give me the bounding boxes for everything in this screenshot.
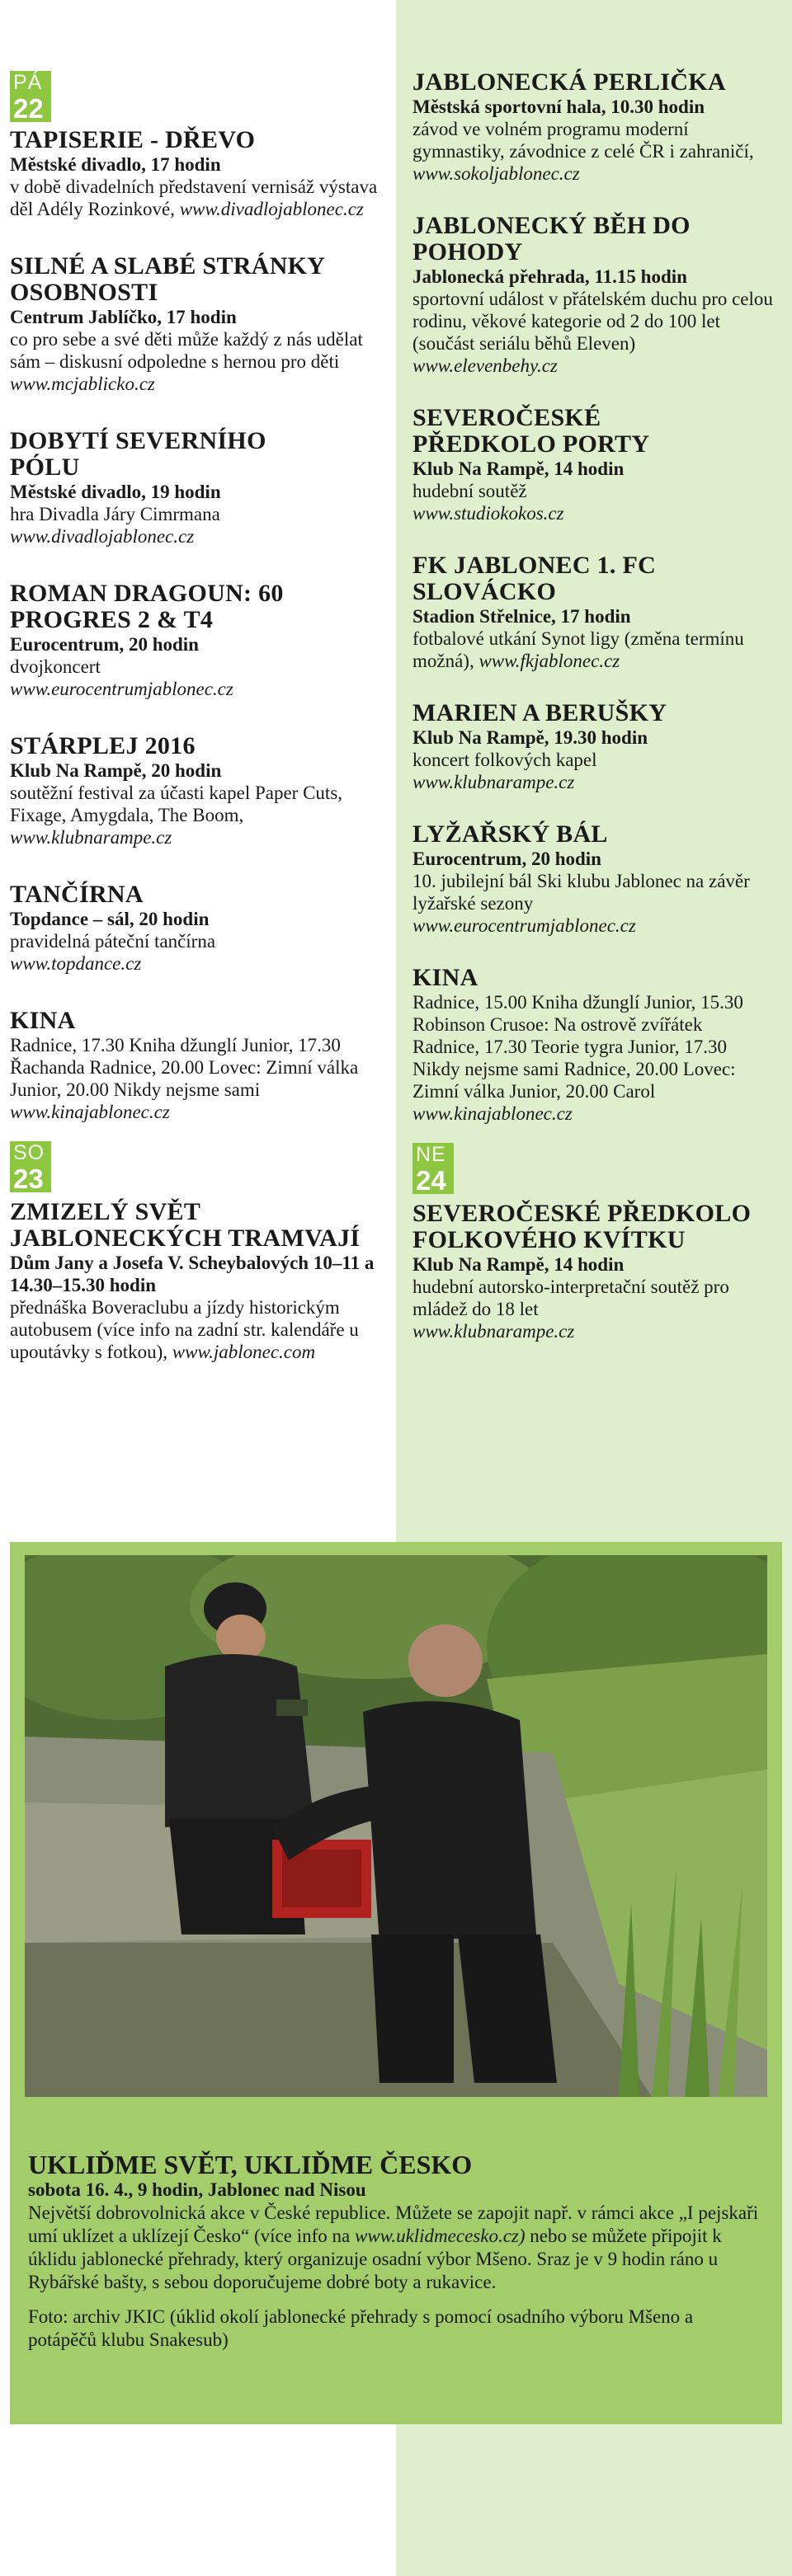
event <box>10 881 381 975</box>
event-venue: Městská sportovní hala, 10.30 hodin <box>412 96 705 117</box>
event-text <box>10 176 381 220</box>
event <box>412 213 780 377</box>
event-text <box>10 1296 381 1363</box>
day-name: NE <box>416 1143 446 1166</box>
event-title: ROMAN DRAGOUN: 60 PROGRES 2 & T4 <box>10 580 284 633</box>
feature-caption <box>28 2151 762 2352</box>
event-venue: Eurocentrum, 20 hodin <box>10 634 199 655</box>
event-text <box>412 118 780 185</box>
event-venue: Jablonecká přehrada, 11.15 hodin <box>412 266 687 287</box>
event-description: přednáška Boveraclubu a jízdy historickým autobusem (více info na zadní str. kalendáře u upoutávky s fotkou), <box>10 1297 359 1362</box>
event-link[interactable]: www.klubnarampe.cz <box>412 1321 575 1342</box>
event-description: sportovní událost v přátelském duchu pro celou rodinu, věkové kategorie od 2 do 100 let (součást seriálu běhů Eleven) <box>412 289 773 354</box>
feature-venue: sobota 16. 4., 9 hodin, Jablonec nad Nisou <box>28 2179 366 2200</box>
event <box>412 821 780 937</box>
event-link[interactable]: www.studiokokos.cz <box>412 503 564 524</box>
right-column <box>412 69 780 1370</box>
event-title: TANČÍRNA <box>10 881 144 908</box>
event-link[interactable]: www.divadlojablonec.cz <box>10 526 195 547</box>
event-description: hudební autorsko-interpretační soutěž pro mládež do 18 let <box>412 1276 729 1319</box>
feature-photo <box>25 1555 767 2097</box>
event-description: závod ve volném programu moderní gymnastiky, závodnice z celé ČR i zahraničí, <box>412 119 754 162</box>
event-link[interactable]: www.sokoljablonec.cz <box>412 163 580 184</box>
feature-text-after: nebo se můžete připojit k úklidu jablonecké přehrady, který organizuje osadní výbor Mšeno. Sraz je v 9 hodin ráno u Rybářské bašty, s sebou doporučujeme dobré boty a rukavice. <box>28 2226 722 2292</box>
event-description: hudební soutěž <box>412 481 527 501</box>
event-title: KINA <box>412 964 478 991</box>
event-link[interactable]: www.eurocentrumjablonec.cz <box>412 915 636 936</box>
event-title: JABLONECKÝ BĚH DO POHODY <box>412 212 691 266</box>
event-venue: Stadion Střelnice, 17 hodin <box>412 606 631 627</box>
event <box>10 253 381 395</box>
event-description: Radnice, 15.00 Kniha džunglí Junior, 15.30 Robinson Crusoe: Na ostrově zvířátek Radnice, 17.30 Teorie tygra Junior, 17.30 Nikdy nejsme sami Radnice, 20.00 Lovec: Zimní válka Junior, 20.00 Carol <box>412 992 743 1102</box>
event-text <box>412 628 780 672</box>
event-link[interactable]: www.klubnarampe.cz <box>412 772 575 792</box>
event-title: MARIEN A BERUŠKY <box>412 699 667 726</box>
event <box>10 581 381 700</box>
event-venue: Městské divadlo, 19 hodin <box>10 482 221 502</box>
event <box>10 733 381 848</box>
event-description: koncert folkových kapel <box>412 750 597 770</box>
event <box>412 405 780 524</box>
event-text <box>10 782 381 848</box>
day-number: 24 <box>416 1165 446 1196</box>
day-badge-saturday <box>10 1141 51 1192</box>
event-description: 10. jubilejní bál Ski klubu Jablonec na závěr lyžařské sezony <box>412 871 750 914</box>
event-description: Radnice, 17.30 Kniha džunglí Junior, 17.30 Řachanda Radnice, 20.00 Lovec: Zimní válka Junior, 20.00 Nikdy nejsme sami <box>10 1035 359 1100</box>
event-cinema <box>412 965 780 1125</box>
event <box>412 552 780 672</box>
day-badge-sunday <box>412 1143 454 1194</box>
event-title: JABLONECKÁ PERLIČKA <box>412 68 726 96</box>
event-venue: Dům Jany a Josefa V. Scheybalových 10–11 a 14.30–15.30 hodin <box>10 1253 375 1295</box>
event-title: SILNÉ A SLABÉ STRÁNKY OSOBNOSTI <box>10 252 325 306</box>
photo-credit: Foto: archiv JKIC (úklid okolí jablonecké přehrady s pomocí osadního výboru Mšeno a potápěčů klubu Snakesub) <box>28 2306 694 2350</box>
feature-link[interactable]: www.uklidmecesko.cz) <box>355 2226 526 2246</box>
event-description: dvojkoncert <box>10 656 101 677</box>
event-link[interactable]: www.kinajablonec.cz <box>10 1102 170 1122</box>
day-number: 22 <box>13 93 44 124</box>
event-link[interactable]: www.topdance.cz <box>10 953 142 974</box>
left-column <box>10 71 381 1396</box>
day-badge-friday <box>10 71 51 122</box>
event-venue: Klub Na Rampě, 14 hodin <box>412 1254 625 1275</box>
event-description: hra Divadla Járy Cimrmana <box>10 504 220 524</box>
event-venue: Eurocentrum, 20 hodin <box>412 848 601 869</box>
event-link[interactable]: www.mcjablicko.cz <box>10 374 155 394</box>
feature-text <box>28 2202 762 2294</box>
event <box>10 428 381 548</box>
event-link[interactable]: www.divadlojablonec.cz <box>179 199 364 219</box>
event-title: TAPISERIE - DŘEVO <box>10 126 256 153</box>
event-link[interactable]: www.klubnarampe.cz <box>10 827 172 848</box>
event-venue: Klub Na Rampě, 20 hodin <box>10 760 222 781</box>
event-description: v době divadelních představení vernisáž výstava děl Adély Rozinkové, <box>10 176 378 219</box>
event-description: pravidelná páteční tančírna <box>10 931 216 952</box>
event-description: co pro sebe a své děti může každý z nás udělat sám – diskusní odpoledne s hernou pro děti <box>10 329 363 372</box>
day-name: PÁ <box>13 71 43 94</box>
event <box>10 127 381 220</box>
event-cinema <box>10 1008 381 1123</box>
event-title: DOBYTÍ SEVERNÍHO PÓLU <box>10 427 266 481</box>
event-link[interactable]: www.fkjablonec.cz <box>478 651 620 671</box>
event <box>412 700 780 793</box>
day-name: SO <box>13 1141 45 1164</box>
event-venue: Topdance – sál, 20 hodin <box>10 909 210 929</box>
event-link[interactable]: www.eurocentrumjablonec.cz <box>10 679 233 699</box>
event-link[interactable]: www.kinajablonec.cz <box>412 1103 573 1124</box>
event-venue: Centrum Jablíčko, 17 hodin <box>10 307 237 327</box>
event-venue: Městské divadlo, 17 hodin <box>10 154 221 175</box>
event-title: KINA <box>10 1007 76 1034</box>
event-title: SEVEROČESKÉ PŘEDKOLO FOLKOVÉHO KVÍTKU <box>412 1200 752 1253</box>
event <box>10 1199 381 1363</box>
event-description: soutěžní festival za účasti kapel Paper Cuts, Fixage, Amygdala, The Boom, <box>10 783 343 825</box>
event-venue: Klub Na Rampě, 14 hodin <box>412 458 625 479</box>
event-link[interactable]: www.elevenbehy.cz <box>412 355 558 376</box>
feature-box <box>10 1542 782 2424</box>
event-title: FK JABLONEC 1. FC SLOVÁCKO <box>412 552 657 605</box>
event-link[interactable]: www.jablonec.com <box>172 1342 316 1362</box>
feature-title: UKLIĎME SVĚT, UKLIĎME ČESKO <box>28 2150 473 2179</box>
divers-photo-illustration <box>25 1555 767 2097</box>
day-number: 23 <box>13 1163 44 1194</box>
event <box>412 1201 780 1342</box>
event-title: STÁRPLEJ 2016 <box>10 732 196 759</box>
event-venue: Klub Na Rampě, 19.30 hodin <box>412 727 648 748</box>
event-title: SEVEROČESKÉ PŘEDKOLO PORTY <box>412 404 650 458</box>
event-description: fotbalové utkání Synot ligy (změna termínu možná), <box>412 628 744 671</box>
event-title: ZMIZELÝ SVĚT JABLONECKÝCH TRAMVAJÍ <box>10 1198 361 1252</box>
feature-text-before: Největší dobrovolnická akce v České republice. Můžete se zapojit např. v rámci akce „I pejskaři umí uklízet a uklízejí Česko“ (více info na <box>28 2202 759 2246</box>
event-title: LYŽAŘSKÝ BÁL <box>412 820 608 848</box>
event <box>412 69 780 185</box>
